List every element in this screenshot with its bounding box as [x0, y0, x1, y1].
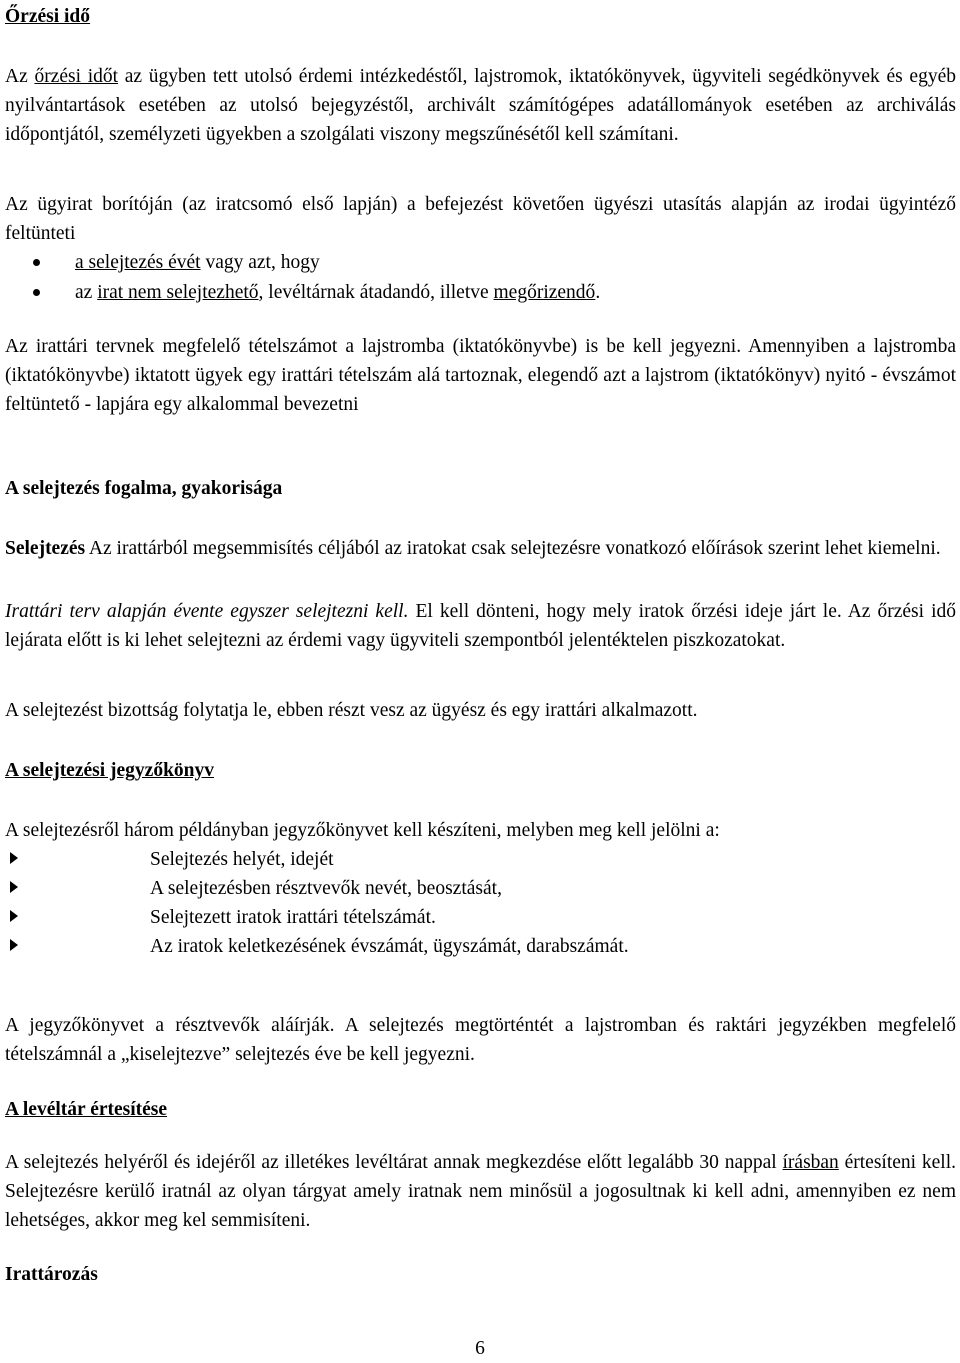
p1-text-b: az ügyben tett utolsó érdemi intézkedéstől, lajstromok, iktatókönyvek, ügyviteli segédkönyvek és egyéb nyilvántartások esetében az utolsó bejegyzéstől, archivált számítógépes adatállományok esetében az archiválás időpontjától, személyzeti ügyekben a szolgálati viszony megszűnésétől kell számítani. — [5, 66, 956, 145]
italic-evente-egyszer: Irattári terv alapján évente egyszer selejtezni kell. — [5, 601, 409, 622]
link-irat-nem-selejtezheto[interactable]: irat nem selejtezhető — [97, 282, 259, 303]
bullet2-text-b: , levéltárnak átadandó, illetve — [258, 282, 494, 303]
heading-selejtezes-fogalma: A selejtezés fogalma, gyakorisága — [5, 478, 283, 499]
arrow-bullet-icon — [10, 910, 18, 922]
arrow-list-item: A selejtezésben résztvevők nevét, beosztását, — [150, 878, 502, 899]
paragraph-jegyzokonyv-keszitese: A selejtezésről három példányban jegyzőkönyvet kell készíteni, melyben meg kell jelölni a: — [5, 820, 720, 841]
arrow-bullet-icon — [10, 852, 18, 864]
term-selejtezes: Selejtezés — [5, 538, 86, 559]
paragraph-leveltar-ertesites — [5, 1148, 956, 1235]
link-selejtezes-evet[interactable]: a selejtezés évét — [75, 252, 201, 273]
heading-orzesi-ido: Őrzési idő — [5, 6, 91, 27]
page-number: 6 — [475, 1338, 485, 1359]
paragraph-jegyzokonyv-alairas: A jegyzőkönyvet a résztvevők aláírják. A selejtezés megtörténtét a lajstromban és raktári jegyzékben megfelelő tételszámnál a „kiselejtezve” selejtezés éve be kell jegyezni. — [5, 1015, 956, 1065]
bullet2-text-c: . — [595, 282, 601, 303]
arrow-list-item: Selejtezés helyét, idejét — [150, 849, 334, 870]
paragraph-evente-selejtezni — [5, 597, 956, 655]
paragraph-bizottsag: A selejtezést bizottság folytatja le, ebben részt vesz az ügyész és egy irattári alkalmazott. — [5, 700, 698, 721]
link-orzesi-idot[interactable]: őrzési időt — [34, 66, 119, 87]
arrow-bullet-icon — [10, 881, 18, 893]
link-irasban[interactable]: írásban — [782, 1152, 839, 1173]
heading-leveltar-ertesitese: A levéltár értesítése — [5, 1099, 168, 1120]
p1-text-a: Az — [5, 66, 35, 87]
p9-text-b: értesíteni kell. Selejtezésre kerülő iratnál az olyan tárgyat amely iratnak nem minősül a jogosultnak ki kell adni, amennyiben ez nem lehetséges, akkor meg kel semmisíteni. — [5, 1152, 957, 1231]
paragraph-orzesi-ido — [5, 62, 956, 149]
arrow-list-item: Az iratok keletkezésének évszámát, ügyszámát, darabszámát. — [150, 936, 629, 957]
heading-irattarozas: Irattározás — [5, 1264, 98, 1285]
arrow-list-item: Selejtezett iratok irattári tételszámát. — [150, 907, 436, 928]
bullet1-rest: vagy azt, hogy — [200, 252, 320, 273]
p5-rest: El kell dönteni, hogy mely iratok őrzési ideje járt le. Az őrzési idő lejárata előtt is ki lehet selejtezni az érdemi vagy ügyviteli szempontból jelentéktelen piszkozatokat. — [5, 601, 957, 651]
paragraph-irattari-terv-tetelszam: Az irattári tervnek megfelelő tételszámot a lajstromba (iktatókönyvbe) is be kell jegyezni. Amennyiben a lajstromba (iktatókönyvbe) iktatott ügyek egy irattári tételszám alá tartoznak, elegendő azt a lajstrom (iktatókönyv) nyitó - évszámot feltüntető - lapjára egy alkalommal bevezetni — [5, 336, 956, 415]
bullet-dot-icon — [33, 289, 40, 296]
arrow-bullet-icon — [10, 939, 18, 951]
heading-selejtezesi-jegyzokonyv: A selejtezési jegyzőkönyv — [5, 760, 215, 781]
paragraph-selejtezes-definicio — [5, 534, 956, 563]
bullet2-text-a: az — [75, 282, 98, 303]
p4-rest: Az irattárból megsemmisítés céljából az iratokat csak selejtezésre vonatkozó előírások szerint lehet kiemelni. — [85, 538, 941, 559]
paragraph-ugyirat-boritojan: Az ügyirat borítóján (az iratcsomó első lapján) a befejezést követően ügyészi utasítás alapján az irodai ügyintéző feltünteti — [5, 194, 956, 244]
bullet-item-nem-selejtezheto — [75, 278, 600, 307]
link-megorizendo[interactable]: megőrizendő — [493, 282, 596, 303]
p9-text-a: A selejtezés helyéről és idejéről az illetékes levéltárat annak megkezdése előtt legalább 30 nappal — [5, 1152, 783, 1173]
bullet-dot-icon — [33, 259, 40, 266]
bullet-item-selejtezes-eve — [75, 248, 320, 277]
